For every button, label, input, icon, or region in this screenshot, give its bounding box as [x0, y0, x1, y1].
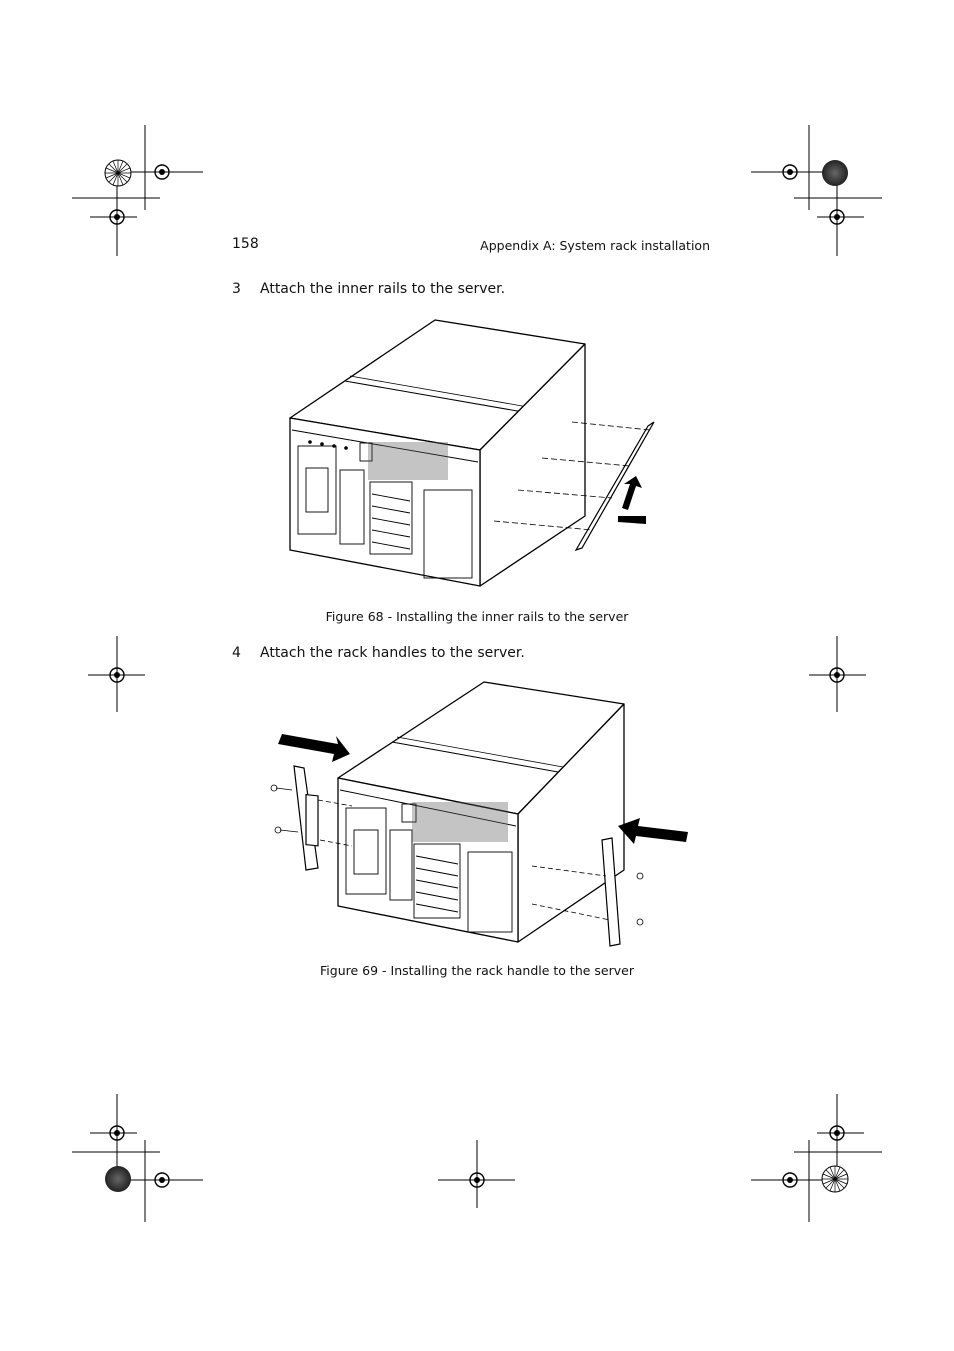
figure-68-caption: Figure 68 - Installing the inner rails to the server	[325, 609, 629, 624]
step-number: 3	[232, 281, 241, 297]
step-text: Attach the inner rails to the server.	[260, 281, 506, 297]
step-4	[232, 645, 525, 661]
page-number: 158	[232, 236, 259, 252]
server-rack-handles-illustration	[262, 680, 694, 958]
step-3	[232, 281, 505, 297]
server-inner-rails-illustration	[280, 318, 660, 590]
step-number: 4	[232, 645, 241, 661]
step-text: Attach the rack handles to the server.	[260, 645, 525, 661]
figure-69-caption: Figure 69 - Installing the rack handle to the server	[320, 963, 634, 978]
section-title: Appendix A: System rack installation	[480, 238, 710, 253]
